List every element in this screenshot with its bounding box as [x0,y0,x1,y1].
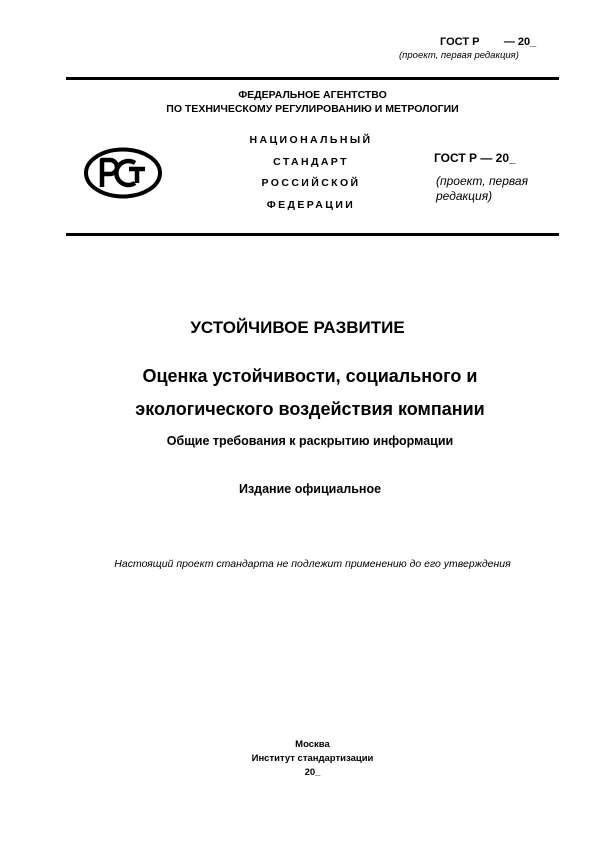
standard-draft-note: (проект, первая редакция) [436,174,528,203]
agency-name [66,88,559,116]
agency-line-1: ФЕДЕРАЛЬНОЕ АГЕНТСТВО [238,89,387,101]
draft-notice: Настоящий проект стандарта не подлежит применению до его утверждения [114,558,511,570]
national-standard-line-4: ФЕДЕРАЦИИ [266,198,356,211]
national-standard-label [236,130,386,216]
imprint [0,738,595,780]
imprint-publisher: Институт стандартизации [251,753,374,764]
document-subtitle-line-2: экологического воздействия компании [135,399,485,419]
header-gost-number: ГОСТ Р — 20_ [440,36,537,48]
rst-certification-mark-icon [83,147,163,199]
bottom-divider [66,233,559,236]
national-standard-line-2: СТАНДАРТ [273,155,349,168]
imprint-year: 20_ [304,767,321,778]
standard-number: ГОСТ Р — 20_ [434,151,516,165]
top-divider [66,77,559,80]
imprint-city: Москва [295,739,330,750]
document-subtitle-line-3: Общие требования к раскрытию информации [166,434,454,448]
edition-label: Издание официальное [238,482,382,496]
header-draft-note: (проект, первая редакция) [399,50,519,61]
document-subtitle-line-1: Оценка устойчивости, социального и [142,366,478,386]
national-standard-line-3: РОССИЙСКОЙ [261,177,361,189]
document-title: УСТОЙЧИВОЕ РАЗВИТИЕ [190,318,405,337]
national-standard-line-1: НАЦИОНАЛЬНЫЙ [249,134,373,146]
agency-line-2: ПО ТЕХНИЧЕСКОМУ РЕГУЛИРОВАНИЮ И МЕТРОЛОГИИ [166,103,459,115]
